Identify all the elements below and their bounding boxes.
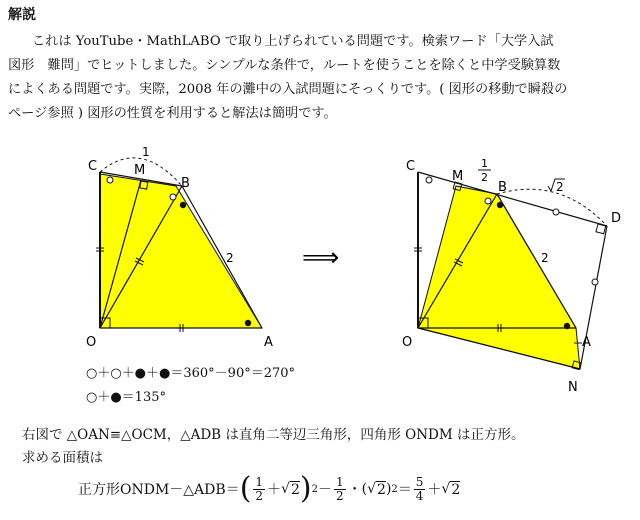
- label-A: A: [582, 335, 591, 350]
- minus-sign: －: [317, 482, 332, 498]
- right-shaded-region-top: [418, 186, 576, 328]
- label-M: M: [452, 169, 464, 184]
- angle-relation: ○＋●＝135°: [86, 390, 166, 405]
- label-D: D: [611, 211, 622, 226]
- label-M: M: [134, 163, 146, 178]
- label-O: O: [86, 335, 97, 350]
- label-O: O: [402, 335, 413, 350]
- formula-lhs: 正方形ONDM－△ADB＝: [78, 482, 240, 498]
- paren-open-small: (: [361, 481, 368, 497]
- length-CB: 1: [142, 145, 150, 159]
- paragraph-line: によくある問題です。実際，2008 年の灘中の入試問題にそっくりです。( 図形の移動で瞬殺の: [8, 82, 568, 97]
- label-N: N: [568, 380, 578, 395]
- conclusion-line: 求める面積は: [22, 450, 103, 466]
- exponent: 2: [391, 483, 398, 495]
- paragraph-line: これは YouTube・MathLABO で取り上げられている問題です。検索ワード「大学入試: [32, 34, 554, 49]
- paragraph-line: 図形 難問」でヒットしました。シンプルな条件で，ルートを使うことを除くと中学受験算数: [8, 58, 561, 73]
- conclusion-text: [22, 424, 525, 470]
- angle-mark-open: [170, 194, 176, 200]
- sqrt-arg: 2: [451, 481, 461, 498]
- exponent: 2: [311, 483, 318, 495]
- label-A: A: [264, 335, 273, 350]
- denominator: 2: [335, 488, 344, 503]
- equals-sign: ＝: [397, 482, 412, 498]
- denominator: 2: [255, 488, 264, 503]
- label-C: C: [88, 159, 98, 174]
- angle-mark-filled: [497, 202, 503, 208]
- sqrt-arg: 2: [377, 481, 386, 498]
- angle-mark-filled: [180, 202, 186, 208]
- denominator: 4: [415, 488, 424, 503]
- length-BA: 2: [226, 251, 234, 265]
- fraction-half: [253, 476, 265, 503]
- section-heading: 解説: [8, 7, 36, 23]
- fraction-five-fourths: [414, 476, 426, 503]
- paren-open: (: [239, 471, 252, 506]
- numerator: 5: [415, 474, 424, 489]
- sqrt-symbol: √: [441, 481, 451, 497]
- left-shaded-region: [100, 174, 262, 328]
- sqrt-symbol: √: [281, 481, 290, 497]
- label-B: B: [181, 176, 190, 191]
- label-C: C: [406, 159, 416, 174]
- numerator: 1: [335, 474, 344, 489]
- half-numerator: 1: [481, 157, 488, 170]
- angle-mark-filled: [245, 320, 251, 326]
- label-B: B: [498, 180, 507, 195]
- midpoint-mark: [592, 279, 598, 285]
- plus-sign: ＋: [267, 482, 282, 498]
- paragraph-line: ページ参照 ) 図形の性質を利用すると解法は簡明です。: [8, 106, 337, 121]
- plus-sign: ＋: [427, 482, 442, 498]
- right-angle-D: [596, 224, 606, 234]
- segment-CD: [418, 172, 607, 226]
- sqrt-symbol: √: [367, 481, 377, 497]
- angle-mark-open: [107, 177, 113, 183]
- sqrt-arg: 2: [290, 481, 300, 498]
- numerator: 1: [255, 474, 264, 489]
- angle-mark-open: [426, 177, 432, 183]
- fraction-half: [334, 476, 346, 503]
- conclusion-line: 右図で △OAN≡△OCM，△ADB は直角二等辺三角形，四角形 ONDM は正方形。: [22, 427, 525, 443]
- angle-mark-filled: [564, 323, 570, 329]
- midpoint-mark: [553, 209, 559, 215]
- length-BA: 2: [541, 251, 549, 265]
- half-denominator: 2: [481, 171, 488, 184]
- angle-relation: ○＋○＋●＋●＝360°－90°＝270°: [86, 366, 296, 381]
- area-formula: [78, 471, 461, 506]
- arc-BD: [497, 189, 607, 226]
- paren-close: ): [299, 471, 312, 506]
- sqrt-arg: 2: [556, 180, 564, 194]
- dot-operator: ・: [347, 482, 362, 498]
- implies-arrow: ⟹: [302, 243, 340, 273]
- paren-close-small: ): [385, 481, 392, 497]
- angle-mark-open: [485, 198, 491, 204]
